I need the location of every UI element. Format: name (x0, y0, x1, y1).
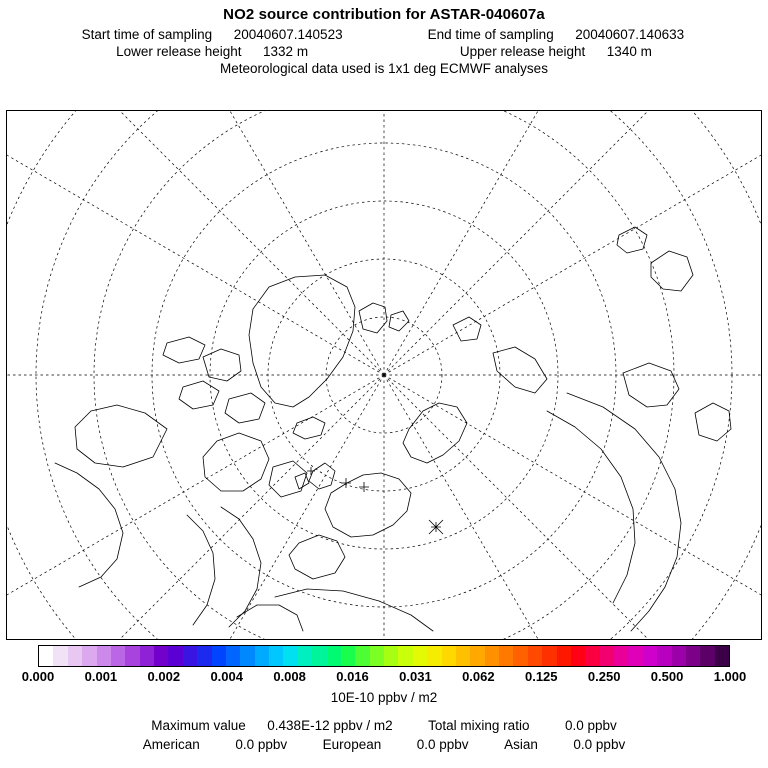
start-time-group (42, 27, 382, 42)
colorbar-swatch (97, 646, 111, 666)
colorbar-tick-label: 0.016 (336, 669, 369, 684)
total-mixing-ratio-value: 0.0 ppbv (564, 718, 617, 733)
map-contents (7, 111, 761, 639)
colorbar-swatch (499, 646, 513, 666)
colorbar-swatch (283, 646, 297, 666)
meteorological-data-line: Meteorological data used is 1x1 deg ECMWF analyses (220, 61, 548, 76)
colorbar-swatch (672, 646, 686, 666)
colorbar-swatch (355, 646, 369, 666)
colorbar-unit-label: 10E-10 ppbv / m2 (330, 690, 438, 705)
start-time-value: 20040607.140523 (233, 27, 343, 42)
start-time-label: Start time of sampling (81, 27, 213, 42)
colorbar-swatch (183, 646, 197, 666)
colorbar-swatch (68, 646, 82, 666)
total-mixing-ratio-label: Total mixing ratio (428, 718, 530, 733)
colorbar-swatch (456, 646, 470, 666)
source-markers (307, 467, 443, 534)
colorbar-swatch (240, 646, 254, 666)
max-value-value: 0.438E-12 ppbv / m2 (267, 718, 393, 733)
end-time-value: 20040607.140633 (575, 27, 685, 42)
colorbar-tick-label: 0.062 (462, 669, 495, 684)
colorbar-swatch (427, 646, 441, 666)
end-time-group (386, 27, 726, 42)
colorbar-swatch (39, 646, 53, 666)
colorbar-tick-label: 0.008 (273, 669, 306, 684)
colorbar-swatch (111, 646, 125, 666)
colorbar-swatch (212, 646, 226, 666)
colorbar-swatch (269, 646, 283, 666)
upper-height-label: Upper release height (459, 44, 586, 59)
end-time-label: End time of sampling (427, 27, 554, 42)
footer-region-row (0, 737, 768, 752)
colorbar-swatch (442, 646, 456, 666)
colorbar-tick-label: 0.250 (587, 669, 621, 684)
upper-height-value: 1340 m (606, 44, 652, 59)
colorbar-tick-label: 0.125 (524, 669, 558, 684)
colorbar-swatch (255, 646, 269, 666)
colorbar-tick-labels (6, 669, 762, 685)
page-title: NO2 source contribution for ASTAR-040607a (223, 6, 545, 23)
colorbar-swatch (600, 646, 614, 666)
colorbar-swatch (197, 646, 211, 666)
american-label: American (142, 737, 200, 752)
asian-label: Asian (504, 737, 538, 752)
colorbar-swatch (398, 646, 412, 666)
colorbar-swatch (125, 646, 139, 666)
colorbar-swatch (657, 646, 671, 666)
figure-footer (0, 718, 768, 752)
footer-summary-row (0, 718, 768, 733)
colorbar-swatch (700, 646, 714, 666)
colorbar-swatch (140, 646, 154, 666)
colorbar-tick-label: 0.004 (210, 669, 243, 684)
colorbar-swatch (327, 646, 341, 666)
polar-stereographic-map (7, 111, 761, 639)
meridian-lines (7, 111, 761, 639)
asian-value: 0.0 ppbv (573, 737, 626, 752)
colorbar (21, 645, 747, 684)
lower-height-group (42, 44, 382, 59)
colorbar-swatch (413, 646, 427, 666)
american-value: 0.0 ppbv (235, 737, 288, 752)
colorbar-tick-label: 1.000 (713, 669, 747, 684)
release-height-line (0, 44, 768, 59)
colorbar-swatch (470, 646, 484, 666)
colorbar-swatch (715, 646, 729, 666)
colorbar-swatch (686, 646, 700, 666)
colorbar-swatch (53, 646, 67, 666)
colorbar-tick-label: 0.001 (84, 669, 118, 684)
colorbar-swatch (341, 646, 355, 666)
colorbar-swatch (226, 646, 240, 666)
colorbar-swatch (82, 646, 96, 666)
european-label: European (322, 737, 382, 752)
colorbar-swatch (370, 646, 384, 666)
colorbar-swatch (628, 646, 642, 666)
sampling-time-line (0, 27, 768, 42)
colorbar-swatch (542, 646, 556, 666)
colorbar-gradient (38, 645, 730, 667)
colorbar-tick-label: 0.000 (21, 669, 55, 684)
figure-header (0, 0, 768, 76)
colorbar-swatch (528, 646, 542, 666)
lower-height-value: 1332 m (263, 44, 309, 59)
colorbar-swatch (154, 646, 168, 666)
colorbar-swatch (614, 646, 628, 666)
colorbar-swatch (168, 646, 182, 666)
upper-height-group (386, 44, 726, 59)
colorbar-swatch (571, 646, 585, 666)
european-value: 0.0 ppbv (416, 737, 469, 752)
colorbar-tick-label: 0.500 (650, 669, 684, 684)
max-value-label: Maximum value (151, 718, 246, 733)
colorbar-swatch (312, 646, 326, 666)
colorbar-swatch (585, 646, 599, 666)
map-panel (6, 110, 762, 640)
colorbar-swatch (298, 646, 312, 666)
colorbar-swatch (643, 646, 657, 666)
colorbar-swatch (384, 646, 398, 666)
colorbar-swatch (557, 646, 571, 666)
colorbar-tick-label: 0.031 (399, 669, 432, 684)
colorbar-tick-label: 0.002 (147, 669, 181, 684)
lower-height-label: Lower release height (116, 44, 242, 59)
coastlines (55, 227, 731, 631)
colorbar-swatch (513, 646, 527, 666)
colorbar-swatch (485, 646, 499, 666)
